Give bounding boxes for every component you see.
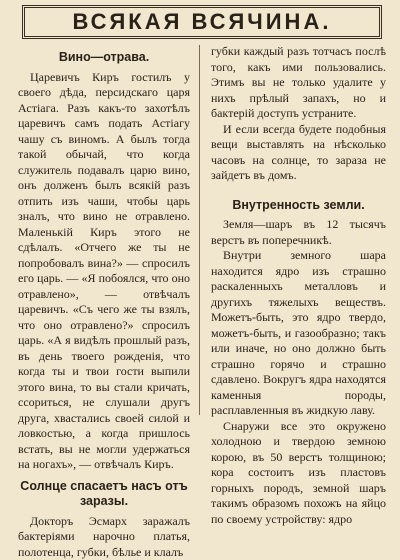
article-paragraph-wine: Царевичъ Киръ гостилъ у своего дѣда, персидскаго царя Астіага. Разъ какъ-то захотѣлъ царевичъ самъ подать Астіагу чашу съ виномъ. А былъ тогда такой обычай, что когда служитель подавалъ царю вино, онъ долженъ былъ всякій разъ отпить изъ чаши, чтобы царь зналъ, что вино не отравлено. Маленькій Киръ этого не сдѣлалъ. «Отчего же ты не попробовалъ вина?» — спросилъ его царь. — «Я побоялся, что оно отравлено», — отвѣчалъ царевичъ. «Съ чего же ты взялъ, что оно отравлено?» спросилъ царь. «А я видѣлъ прошлый разъ, въ день твоего рожденія, что когда ты и твои гости выпили этого вина, то вы стали кричать, ссориться, не слушали другъ друга, хвастались своей силой и ловкостью, а когда пришлось встать, вы не могли удержаться на ногахъ», — отвѣчалъ Киръ. xyxy=(18,70,190,473)
article-paragraph-earth-3: Снаружи все это окружено холодною и твердою земною корою, въ 50 верстъ толщиною; кора состоитъ изъ пластовъ горныхъ породъ, земной шаръ такимъ образомъ похожъ на яйцо по своему устройству: ядро xyxy=(211,419,386,528)
article-heading-sun: Солнце спасаетъ насъ отъ заразы. xyxy=(18,479,190,510)
right-column xyxy=(211,44,386,527)
column-divider xyxy=(199,45,200,415)
page-header xyxy=(22,5,382,39)
article-paragraph-earth-1: Земля—шаръ въ 12 тысячъ верстъ въ поперечникѣ. xyxy=(211,217,386,248)
article-paragraph-sun-continued: губки каждый разъ тотчасъ послѣ того, какъ ими пользовались. Этимъ вы не только удалите у нихъ прѣлый запахъ, но и бактерій доступъ устраните. xyxy=(211,44,386,122)
article-paragraph-earth-2: Внутри земного шара находится ядро изъ страшно раскаленныхъ металловъ и другихъ тяжелыхъ веществъ. Можетъ-быть, это ядро твердо, можетъ-быть, и газообразно; такъ или иначе, но оно должно быть страшно горячо и страшно сдавлено. Вокругъ ядра находятся каменныя породы, расплавленныя въ жидкую лаву. xyxy=(211,248,386,419)
left-column xyxy=(18,44,190,560)
article-paragraph-sun: Докторъ Эсмарх заражалъ бактеріями нарочно платья, полотенца, губки, бѣлье и клалъ xyxy=(18,514,190,560)
article-heading-wine: Вино—отрава. xyxy=(18,50,190,66)
article-heading-earth: Внутренность земли. xyxy=(211,198,386,214)
page-title: ВСЯКАЯ ВСЯЧИНА. xyxy=(73,9,332,35)
article-paragraph-sun-end: И если всегда будете подобныя вещи выставлять на нѣсколько часовъ на солнце, то зараза не зайдетъ въ домъ. xyxy=(211,122,386,184)
